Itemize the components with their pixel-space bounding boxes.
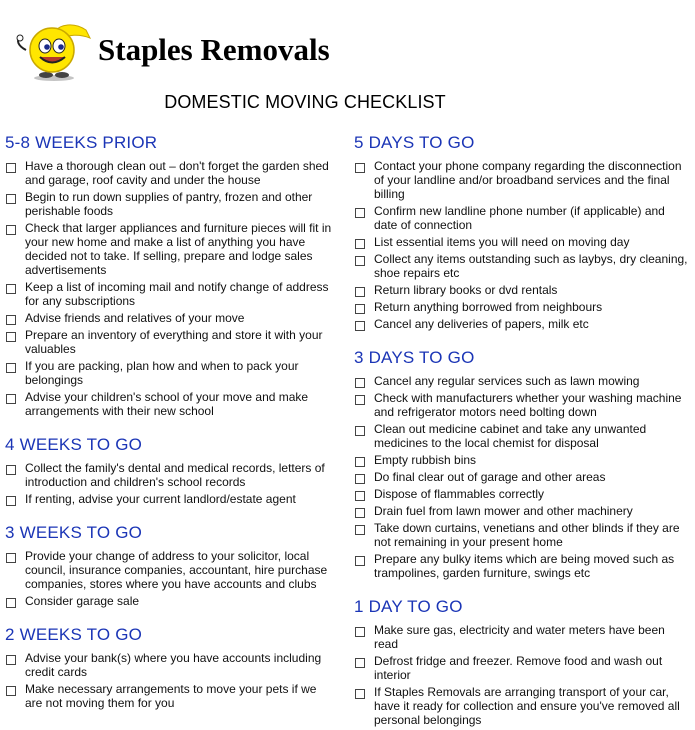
checkbox-icon[interactable] [6, 655, 16, 665]
checkbox-icon[interactable] [355, 321, 365, 331]
checklist-item: Return anything borrowed from neighbours [354, 300, 688, 314]
checklist-item: If you are packing, plan how and when to pack your belongings [5, 359, 333, 387]
checkbox-icon[interactable] [355, 208, 365, 218]
checklist-item: Keep a list of incoming mail and notify change of address for any subscriptions [5, 280, 333, 308]
smiley-mascot-icon [10, 20, 98, 82]
section-5-8-weeks-prior [5, 133, 333, 418]
checklist-item: Confirm new landline phone number (if applicable) and date of connection [354, 204, 688, 232]
checkbox-icon[interactable] [355, 426, 365, 436]
section-heading: 3 WEEKS TO GO [5, 523, 143, 542]
logo [10, 20, 98, 82]
checklist-item: Drain fuel from lawn mower and other machinery [354, 504, 688, 518]
section-3-weeks-to-go [5, 523, 333, 608]
checklist-item: Clean out medicine cabinet and take any unwanted medicines to the local chemist for disposal [354, 422, 688, 450]
checkbox-icon[interactable] [6, 598, 16, 608]
checklist-item: If renting, advise your current landlord/estate agent [5, 492, 333, 506]
checklist-item: Collect the family's dental and medical records, letters of introduction and children's school records [5, 461, 333, 489]
checkbox-icon[interactable] [355, 378, 365, 388]
section-1-day-to-go [354, 597, 688, 727]
checkbox-icon[interactable] [355, 304, 365, 314]
section-heading: 2 WEEKS TO GO [5, 625, 143, 644]
checkbox-icon[interactable] [355, 689, 365, 699]
checkbox-icon[interactable] [6, 686, 16, 696]
checklist-item: Check with manufacturers whether your washing machine and refrigerator motors need bolting down [354, 391, 688, 419]
checklist-item: Do final clear out of garage and other areas [354, 470, 688, 484]
checklist-item: Advise your children's school of your move and make arrangements with their new school [5, 390, 333, 418]
checkbox-icon[interactable] [6, 225, 16, 235]
checkbox-icon[interactable] [355, 457, 365, 467]
checkbox-icon[interactable] [355, 256, 365, 266]
section-heading: 5-8 WEEKS PRIOR [5, 133, 158, 152]
checklist-item: Defrost fridge and freezer. Remove food and wash out interior [354, 654, 688, 682]
checklist-item: Prepare any bulky items which are being moved such as trampolines, garden furniture, swings etc [354, 552, 688, 580]
checklist-item: Advise friends and relatives of your move [5, 311, 333, 325]
checkbox-icon[interactable] [6, 394, 16, 404]
checklist-item: Contact your phone company regarding the disconnection of your landline and/or broadband services and the final billing [354, 159, 688, 201]
checklist-item: List essential items you will need on moving day [354, 235, 688, 249]
checklist-item: Provide your change of address to your solicitor, local council, insurance companies, accountant, hire purchase companies, stores where you have accounts and clubs [5, 549, 333, 591]
checklist-item: Check that larger appliances and furniture pieces will fit in your new home and make a list of anything you have decided not to take. If selling, prepare and lodge sales advertisements [5, 221, 333, 277]
checkbox-icon[interactable] [6, 465, 16, 475]
checkbox-icon[interactable] [355, 239, 365, 249]
checklist-item: Collect any items outstanding such as laybys, dry cleaning, shoe repairs etc [354, 252, 688, 280]
section-heading: 3 DAYS TO GO [354, 348, 475, 367]
checkbox-icon[interactable] [355, 508, 365, 518]
checkbox-icon[interactable] [355, 287, 365, 297]
checklist-item: Empty rubbish bins [354, 453, 688, 467]
checkbox-icon[interactable] [6, 363, 16, 373]
section-2-weeks-to-go [5, 625, 333, 710]
checklist-item: Make necessary arrangements to move your pets if we are not moving them for you [5, 682, 333, 710]
checkbox-icon[interactable] [6, 284, 16, 294]
checkbox-icon[interactable] [355, 395, 365, 405]
checklist-item: Return library books or dvd rentals [354, 283, 688, 297]
checklist-item: Begin to run down supplies of pantry, frozen and other perishable foods [5, 190, 333, 218]
checklist-item: Have a thorough clean out – don't forget the garden shed and garage, roof cavity and under the house [5, 159, 333, 187]
checklist-item: If Staples Removals are arranging transport of your car, have it ready for collection and ensure you've removed all personal belongings [354, 685, 688, 727]
left-column [5, 133, 333, 713]
right-column [354, 133, 688, 730]
section-4-weeks-to-go [5, 435, 333, 506]
section-5-days-to-go [354, 133, 688, 331]
checkbox-icon[interactable] [355, 556, 365, 566]
checkbox-icon[interactable] [355, 163, 365, 173]
brand-name: Staples Removals [98, 32, 330, 67]
checkbox-icon[interactable] [6, 163, 16, 173]
section-3-days-to-go [354, 348, 688, 580]
section-heading: 1 DAY TO GO [354, 597, 463, 616]
checklist-item: Prepare an inventory of everything and store it with your valuables [5, 328, 333, 356]
section-heading: 5 DAYS TO GO [354, 133, 475, 152]
page-title: DOMESTIC MOVING CHECKLIST [164, 92, 446, 112]
checkbox-icon[interactable] [355, 627, 365, 637]
section-heading: 4 WEEKS TO GO [5, 435, 143, 454]
checklist-item: Consider garage sale [5, 594, 333, 608]
checkbox-icon[interactable] [355, 474, 365, 484]
checklist-item: Dispose of flammables correctly [354, 487, 688, 501]
checklist-item: Take down curtains, venetians and other blinds if they are not remaining in your present home [354, 521, 688, 549]
checklist-item: Cancel any deliveries of papers, milk etc [354, 317, 688, 331]
checklist-item: Advise your bank(s) where you have accounts including credit cards [5, 651, 333, 679]
checkbox-icon[interactable] [6, 315, 16, 325]
checklist-item: Cancel any regular services such as lawn mowing [354, 374, 688, 388]
checkbox-icon[interactable] [6, 332, 16, 342]
checkbox-icon[interactable] [355, 658, 365, 668]
checkbox-icon[interactable] [355, 491, 365, 501]
checkbox-icon[interactable] [6, 553, 16, 563]
checkbox-icon[interactable] [6, 194, 16, 204]
checkbox-icon[interactable] [355, 525, 365, 535]
checkbox-icon[interactable] [6, 496, 16, 506]
checklist-item: Make sure gas, electricity and water meters have been read [354, 623, 688, 651]
